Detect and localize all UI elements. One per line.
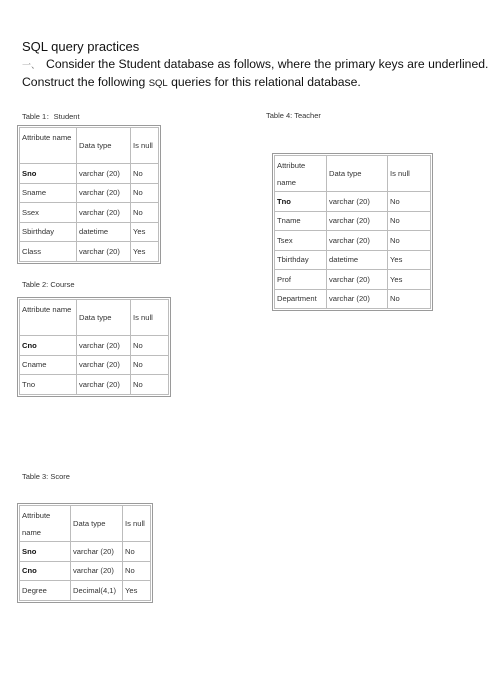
section-marker: 一、: [22, 60, 41, 70]
table-row: [20, 183, 159, 203]
attribute-cell: Sno: [20, 164, 77, 184]
type-cell: varchar (20): [77, 164, 131, 184]
table-row: [275, 250, 431, 270]
table-header-row: [20, 506, 151, 542]
table-row: [275, 289, 431, 309]
attribute-cell: Ssex: [20, 203, 77, 223]
null-cell: No: [388, 192, 431, 212]
table-row: [275, 192, 431, 212]
null-cell: No: [388, 211, 431, 231]
header-data-type: Data type: [327, 156, 388, 192]
null-cell: No: [388, 231, 431, 251]
type-cell: datetime: [327, 250, 388, 270]
type-cell: varchar (20): [327, 192, 388, 212]
intro-line-2-start: Construct the following: [22, 75, 149, 89]
table-score: [19, 505, 151, 601]
caption-student: Table 1：Student: [22, 112, 80, 121]
attribute-cell: Cno: [20, 561, 71, 581]
table-row: [20, 242, 159, 262]
table-row: [275, 270, 431, 290]
type-cell: varchar (20): [327, 270, 388, 290]
type-cell: varchar (20): [77, 183, 131, 203]
table-row: [20, 164, 159, 184]
null-cell: No: [131, 336, 169, 356]
type-cell: varchar (20): [77, 203, 131, 223]
attribute-cell: Tsex: [275, 231, 327, 251]
type-cell: varchar (20): [77, 336, 131, 356]
attribute-cell: Prof: [275, 270, 327, 290]
null-cell: No: [131, 164, 159, 184]
table-row: [20, 222, 159, 242]
null-cell: No: [131, 355, 169, 375]
table-row: [20, 355, 169, 375]
table-row: [275, 211, 431, 231]
type-cell: varchar (20): [327, 231, 388, 251]
header-data-type: Data type: [77, 300, 131, 336]
table-course: [19, 299, 169, 395]
header-data-type: Data type: [77, 128, 131, 164]
table-row: [20, 561, 151, 581]
table-row: [275, 231, 431, 251]
type-cell: Decimal(4,1): [71, 581, 123, 601]
null-cell: No: [388, 289, 431, 309]
attribute-cell: Tno: [275, 192, 327, 212]
null-cell: No: [131, 183, 159, 203]
null-cell: Yes: [131, 222, 159, 242]
null-cell: Yes: [131, 242, 159, 262]
header-is-null: Is null: [131, 128, 159, 164]
null-cell: Yes: [123, 581, 151, 601]
page-title: SQL query practices: [22, 39, 140, 54]
header-attribute-name: Attribute name: [275, 156, 327, 192]
attribute-cell: Department: [275, 289, 327, 309]
header-is-null: Is null: [131, 300, 169, 336]
attribute-cell: Tbirthday: [275, 250, 327, 270]
header-attribute-name: Attribute name: [20, 506, 71, 542]
table-row: [20, 542, 151, 562]
type-cell: varchar (20): [71, 561, 123, 581]
table-header-row: [20, 300, 169, 336]
null-cell: No: [123, 542, 151, 562]
table-row: [20, 581, 151, 601]
type-cell: varchar (20): [327, 289, 388, 309]
null-cell: No: [131, 375, 169, 395]
attribute-cell: Degree: [20, 581, 71, 601]
table-row: [20, 203, 159, 223]
table-header-row: [20, 128, 159, 164]
attribute-cell: Class: [20, 242, 77, 262]
intro-line-1: Consider the Student database as follows, where the primary keys are underlined.: [46, 57, 489, 71]
type-cell: varchar (20): [77, 375, 131, 395]
table-header-row: [275, 156, 431, 192]
header-attribute-name: Attribute name: [20, 300, 77, 336]
caption-score: Table 3: Score: [22, 472, 70, 481]
attribute-cell: Sbirthday: [20, 222, 77, 242]
table-row: [20, 336, 169, 356]
type-cell: datetime: [77, 222, 131, 242]
null-cell: No: [123, 561, 151, 581]
attribute-cell: Cname: [20, 355, 77, 375]
table-student: [19, 127, 159, 262]
header-is-null: Is null: [123, 506, 151, 542]
null-cell: Yes: [388, 270, 431, 290]
null-cell: Yes: [388, 250, 431, 270]
caption-course: Table 2: Course: [22, 280, 75, 289]
intro-paragraph: [22, 56, 498, 92]
type-cell: varchar (20): [77, 355, 131, 375]
attribute-cell: Sname: [20, 183, 77, 203]
type-cell: varchar (20): [77, 242, 131, 262]
attribute-cell: Cno: [20, 336, 77, 356]
attribute-cell: Tname: [275, 211, 327, 231]
intro-line-2-end: queries for this relational database.: [167, 75, 361, 89]
table-row: [20, 375, 169, 395]
header-attribute-name: Attribute name: [20, 128, 77, 164]
table-teacher: [274, 155, 431, 309]
intro-sql-word: SQL: [148, 78, 168, 89]
header-is-null: Is null: [388, 156, 431, 192]
type-cell: varchar (20): [327, 211, 388, 231]
attribute-cell: Tno: [20, 375, 77, 395]
type-cell: varchar (20): [71, 542, 123, 562]
caption-teacher: Table 4: Teacher: [266, 111, 321, 120]
null-cell: No: [131, 203, 159, 223]
header-data-type: Data type: [71, 506, 123, 542]
attribute-cell: Sno: [20, 542, 71, 562]
